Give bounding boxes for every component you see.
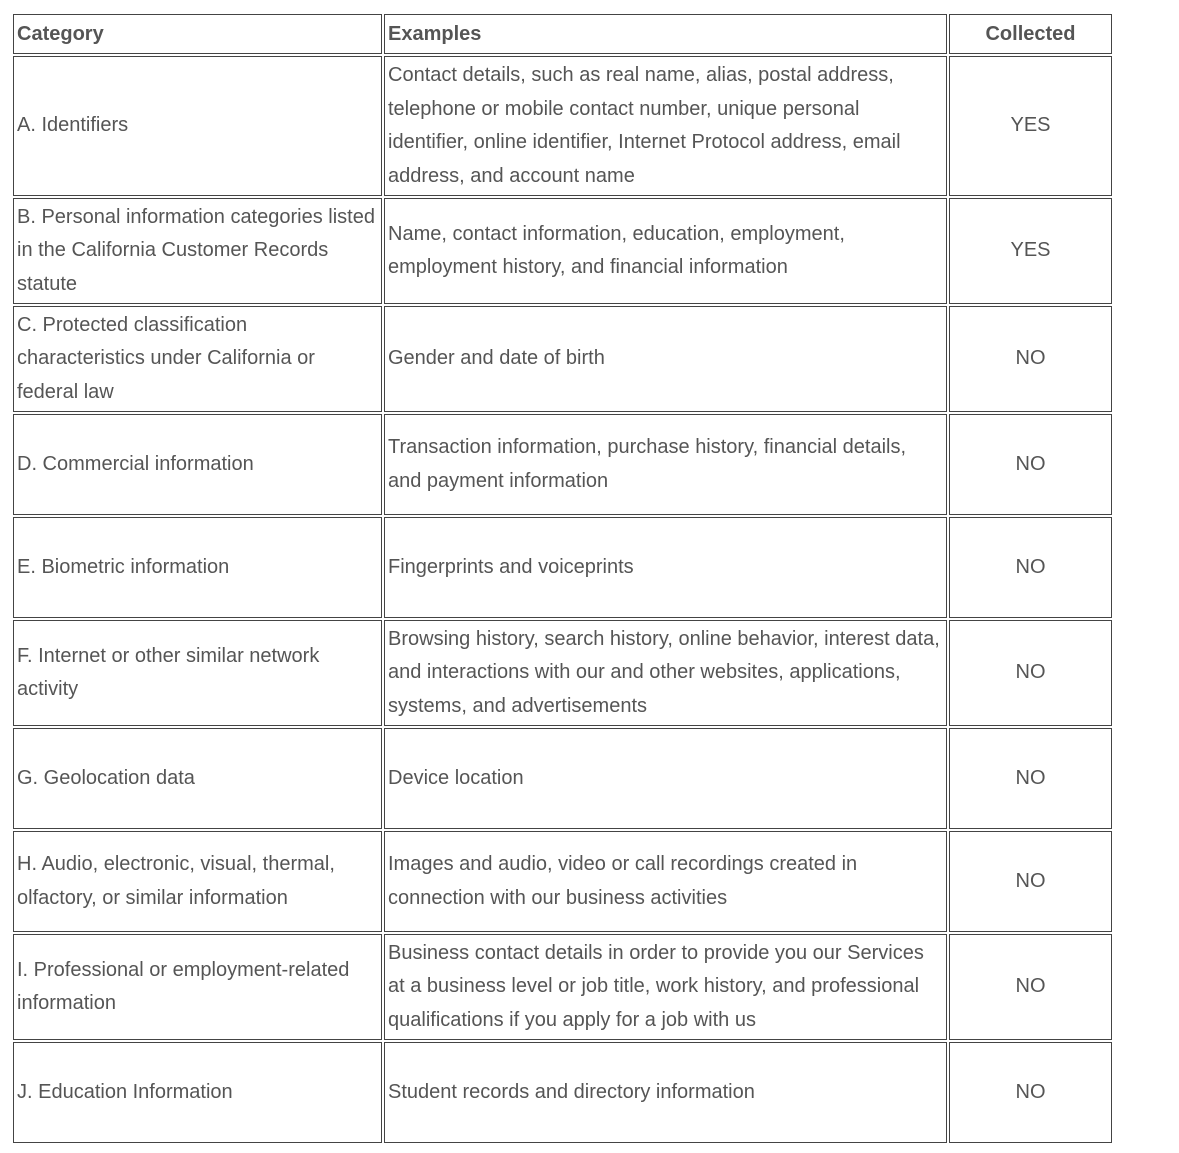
header-category: Category bbox=[13, 14, 382, 54]
examples-cell: Student records and directory information bbox=[384, 1042, 947, 1143]
examples-cell: Browsing history, search history, online behavior, interest data, and interactions with our and other websites, applications, systems, and advertisements bbox=[384, 620, 947, 726]
collected-cell: YES bbox=[949, 198, 1112, 304]
category-cell: D. Commercial information bbox=[13, 414, 382, 515]
table-row bbox=[13, 1042, 1112, 1143]
table-row bbox=[13, 620, 1112, 726]
category-cell: J. Education Information bbox=[13, 1042, 382, 1143]
table-row bbox=[13, 934, 1112, 1040]
collected-cell: NO bbox=[949, 306, 1112, 412]
collected-cell: NO bbox=[949, 1042, 1112, 1143]
collected-cell: YES bbox=[949, 56, 1112, 196]
collected-cell: NO bbox=[949, 831, 1112, 932]
collected-cell: NO bbox=[949, 620, 1112, 726]
examples-cell: Transaction information, purchase history, financial details, and payment information bbox=[384, 414, 947, 515]
table-row bbox=[13, 728, 1112, 829]
header-examples: Examples bbox=[384, 14, 947, 54]
table-row bbox=[13, 198, 1112, 304]
examples-cell: Business contact details in order to provide you our Services at a business level or job title, work history, and professional qualifications if you apply for a job with us bbox=[384, 934, 947, 1040]
category-cell: I. Professional or employment-related information bbox=[13, 934, 382, 1040]
category-cell: F. Internet or other similar network activity bbox=[13, 620, 382, 726]
category-cell: G. Geolocation data bbox=[13, 728, 382, 829]
category-cell: B. Personal information categories listed in the California Customer Records statute bbox=[13, 198, 382, 304]
examples-cell: Device location bbox=[384, 728, 947, 829]
header-collected: Collected bbox=[949, 14, 1112, 54]
examples-cell: Images and audio, video or call recordings created in connection with our business activities bbox=[384, 831, 947, 932]
collected-cell: NO bbox=[949, 934, 1112, 1040]
category-cell: A. Identifiers bbox=[13, 56, 382, 196]
table-row bbox=[13, 56, 1112, 196]
examples-cell: Gender and date of birth bbox=[384, 306, 947, 412]
table-row bbox=[13, 414, 1112, 515]
table-row bbox=[13, 306, 1112, 412]
data-collection-table bbox=[11, 12, 1114, 1145]
category-cell: C. Protected classification characteristics under California or federal law bbox=[13, 306, 382, 412]
examples-cell: Contact details, such as real name, alias, postal address, telephone or mobile contact number, unique personal identifier, online identifier, Internet Protocol address, email address, and account name bbox=[384, 56, 947, 196]
category-cell: E. Biometric information bbox=[13, 517, 382, 618]
collected-cell: NO bbox=[949, 414, 1112, 515]
table-row bbox=[13, 831, 1112, 932]
examples-cell: Name, contact information, education, employment, employment history, and financial information bbox=[384, 198, 947, 304]
examples-cell: Fingerprints and voiceprints bbox=[384, 517, 947, 618]
table-header-row bbox=[13, 14, 1112, 54]
collected-cell: NO bbox=[949, 517, 1112, 618]
collected-cell: NO bbox=[949, 728, 1112, 829]
category-cell: H. Audio, electronic, visual, thermal, olfactory, or similar information bbox=[13, 831, 382, 932]
table-row bbox=[13, 517, 1112, 618]
